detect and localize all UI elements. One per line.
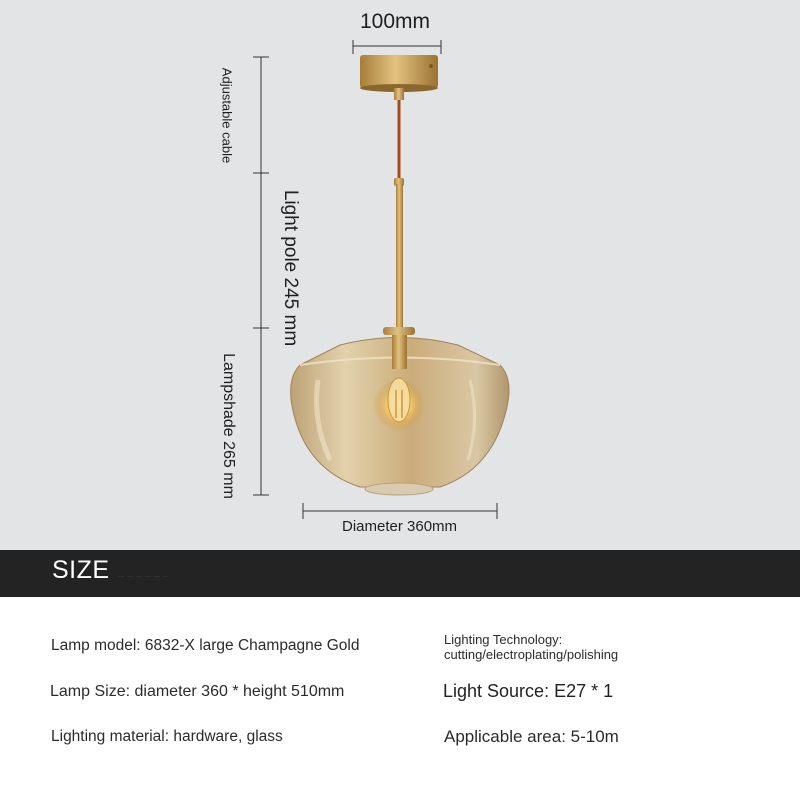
top-width-dimension-line <box>353 40 441 54</box>
top-width-label: 100mm <box>360 10 431 33</box>
lampshade-label: Lampshade 265 mm <box>220 353 237 499</box>
banner-decoration: ─ ─ ─ ─ ─ ─ <box>118 571 169 581</box>
light-pole <box>383 178 415 335</box>
height-dimension-line <box>253 57 269 495</box>
spec-lamp-size: Lamp Size: diameter 360 * height 510mm <box>50 683 345 700</box>
spec-light-source: Light Source: E27 * 1 <box>443 681 614 701</box>
spec-technology-value: cutting/electroplating/polishing <box>444 647 619 662</box>
size-banner <box>0 550 800 597</box>
diameter-label: Diameter 360mm <box>342 518 458 535</box>
light-pole-label: Light pole 245 mm <box>280 189 301 347</box>
spec-lamp-model: Lamp model: 6832-X large Champagne Gold <box>51 637 360 654</box>
banner-title: SIZE <box>52 556 110 584</box>
diameter-dimension-line <box>303 503 497 519</box>
spec-material: Lighting material: hardware, glass <box>51 728 283 745</box>
spec-technology-label: Lighting Technology: <box>444 632 563 647</box>
spec-applicable-area: Applicable area: 5-10m <box>444 727 619 746</box>
ceiling-canopy <box>360 55 438 100</box>
adjustable-cable-label: Adjustable cable <box>219 67 235 164</box>
